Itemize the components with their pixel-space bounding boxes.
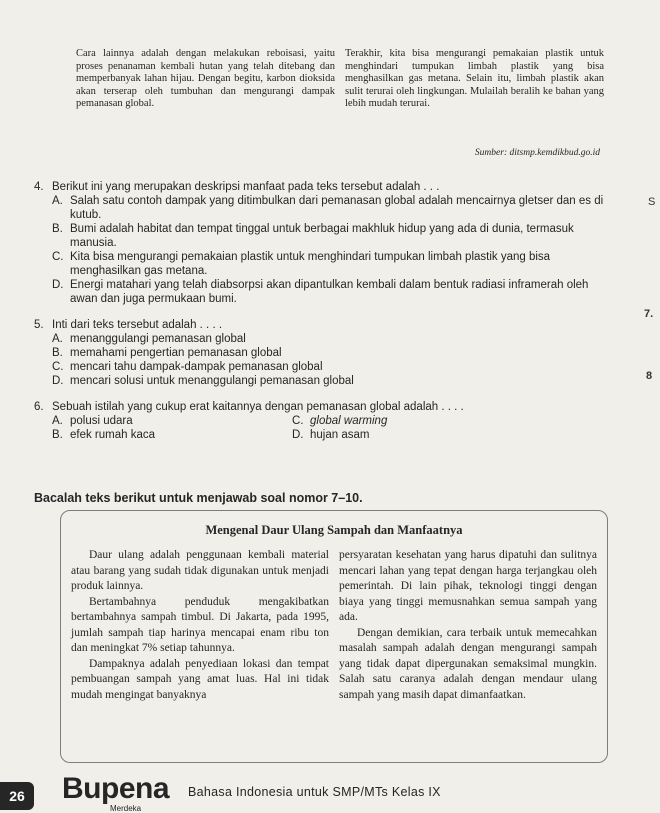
passage-right-column: Terakhir, kita bisa mengurangi pemakaian plastik untuk menghindari tumpukan limbah plastik yang bisa menghasilkan gas metana. Selain itu, limbah plastik akan sulit terurai oleh lingkungan. Mulailah beralih ke bahan yang lebih mudah terurai.: [345, 48, 604, 109]
option-c[interactable]: C. mencari tahu dampak-dampak pemanasan global: [52, 361, 323, 373]
question-number: 6.: [34, 401, 44, 413]
option-a[interactable]: A. Salah satu contoh dampak yang ditimbulkan dari pemanasan global adalah mencairnya gletser dan es di kutub.: [52, 195, 604, 221]
option-b[interactable]: B. Bumi adalah habitat dan tempat tinggal untuk berbagai makhluk hidup yang ada di dunia, termasuk manusia.: [52, 223, 574, 249]
margin-mark: S: [648, 196, 656, 208]
instruction-heading: Bacalah teks berikut untuk menjawab soal nomor 7–10.: [34, 491, 363, 505]
option-d[interactable]: D. Energi matahari yang telah diabsorpsi akan dipantulkan kembali dalam bentuk radiasi inframerah oleh awan dan juga permukaan bumi.: [52, 279, 589, 305]
option-d[interactable]: D. hujan asam: [292, 429, 370, 441]
logo-text: Bupena: [62, 772, 170, 805]
reading-text-box: [60, 510, 608, 763]
page-footer: [0, 770, 660, 813]
passage-excerpt: [76, 48, 604, 111]
margin-mark: 8: [646, 370, 653, 382]
reading-right-column: [339, 548, 597, 703]
page-number: 26: [0, 782, 34, 810]
publisher-logo: [62, 772, 170, 813]
question-stem: Sebuah istilah yang cukup erat kaitannya dengan pemanasan global adalah . . . .: [52, 401, 464, 413]
source-citation: Sumber: ditsmp.kemdikbud.go.id: [474, 148, 600, 158]
question-stem: Berikut ini yang merupakan deskripsi manfaat pada teks tersebut adalah . . .: [52, 181, 440, 193]
reading-paragraph: Dengan demikian, cara terbaik untuk memecahkan masalah sampah adalah dengan mengurangi sampah yang tidak dapat dipergunakan semaksimal mungkin. Salah satu caranya adalah dengan mendaur ulang sampah yang masih dapat dimanfaatkan.: [339, 626, 597, 701]
question-stem: Inti dari teks tersebut adalah . . . .: [52, 319, 223, 331]
reading-paragraph: Bertambahnya penduduk mengakibatkan bertambahnya sampah timbul. Di Jakarta, pada 1995, jumlah sampah tiap harinya mencapai enam ribu ton dan meningkat 7% setiap tahunnya.: [71, 595, 329, 654]
option-d[interactable]: D. mencari solusi untuk menanggulangi pemanasan global: [52, 375, 354, 387]
reading-paragraph: persyaratan kesehatan yang harus dipatuhi dan sulitnya mencari lahan yang tepat dengan harga terjangkau oleh pemerintah. Di lain pihak, teknologi tinggi dengan biaya yang tinggi memusnahkan semua sampah yang ada.: [339, 549, 597, 623]
margin-mark: 7.: [644, 308, 654, 320]
option-b[interactable]: B. efek rumah kaca: [52, 429, 156, 441]
option-c[interactable]: C. global warming: [292, 415, 388, 427]
reading-paragraph: Daur ulang adalah penggunaan kembali material atau barang yang sudah tidak digunakan untuk menjadi produk lainnya.: [71, 549, 329, 592]
logo-subtitle: Merdeka: [110, 804, 142, 813]
reading-paragraph: Dampaknya adalah penyediaan lokasi dan tempat pembuangan sampah yang amat luas. Hal ini tidak mudah mengingat banyaknya: [71, 657, 329, 701]
option-a[interactable]: A. polusi udara: [52, 415, 133, 427]
option-b[interactable]: B. memahami pengertian pemanasan global: [52, 347, 282, 359]
question-6: [34, 400, 604, 442]
option-c[interactable]: C. Kita bisa mengurangi pemakaian plastik untuk menghindari tumpukan limbah plastik yang bisa menghasilkan gas metana.: [52, 251, 551, 277]
question-4: [34, 180, 604, 306]
reading-title: Mengenal Daur Ulang Sampah dan Manfaatnya: [205, 523, 463, 537]
question-number: 5.: [34, 319, 44, 331]
reading-left-column: [71, 548, 329, 703]
option-a[interactable]: A. menanggulangi pemanasan global: [52, 333, 246, 345]
question-5: [34, 318, 604, 388]
question-number: 4.: [34, 181, 44, 193]
passage-left-column: Cara lainnya adalah dengan melakukan reboisasi, yaitu proses penanaman kembali hutan yang telah ditebang dan memperbanyak lahan hijau. Dengan begitu, karbon dioksida akan terserap oleh tumbuhan dan mengurangi dampak pemanasan global.: [76, 48, 335, 109]
book-subject: Bahasa Indonesia untuk SMP/MTs Kelas IX: [188, 785, 441, 799]
question-list: [34, 180, 604, 454]
